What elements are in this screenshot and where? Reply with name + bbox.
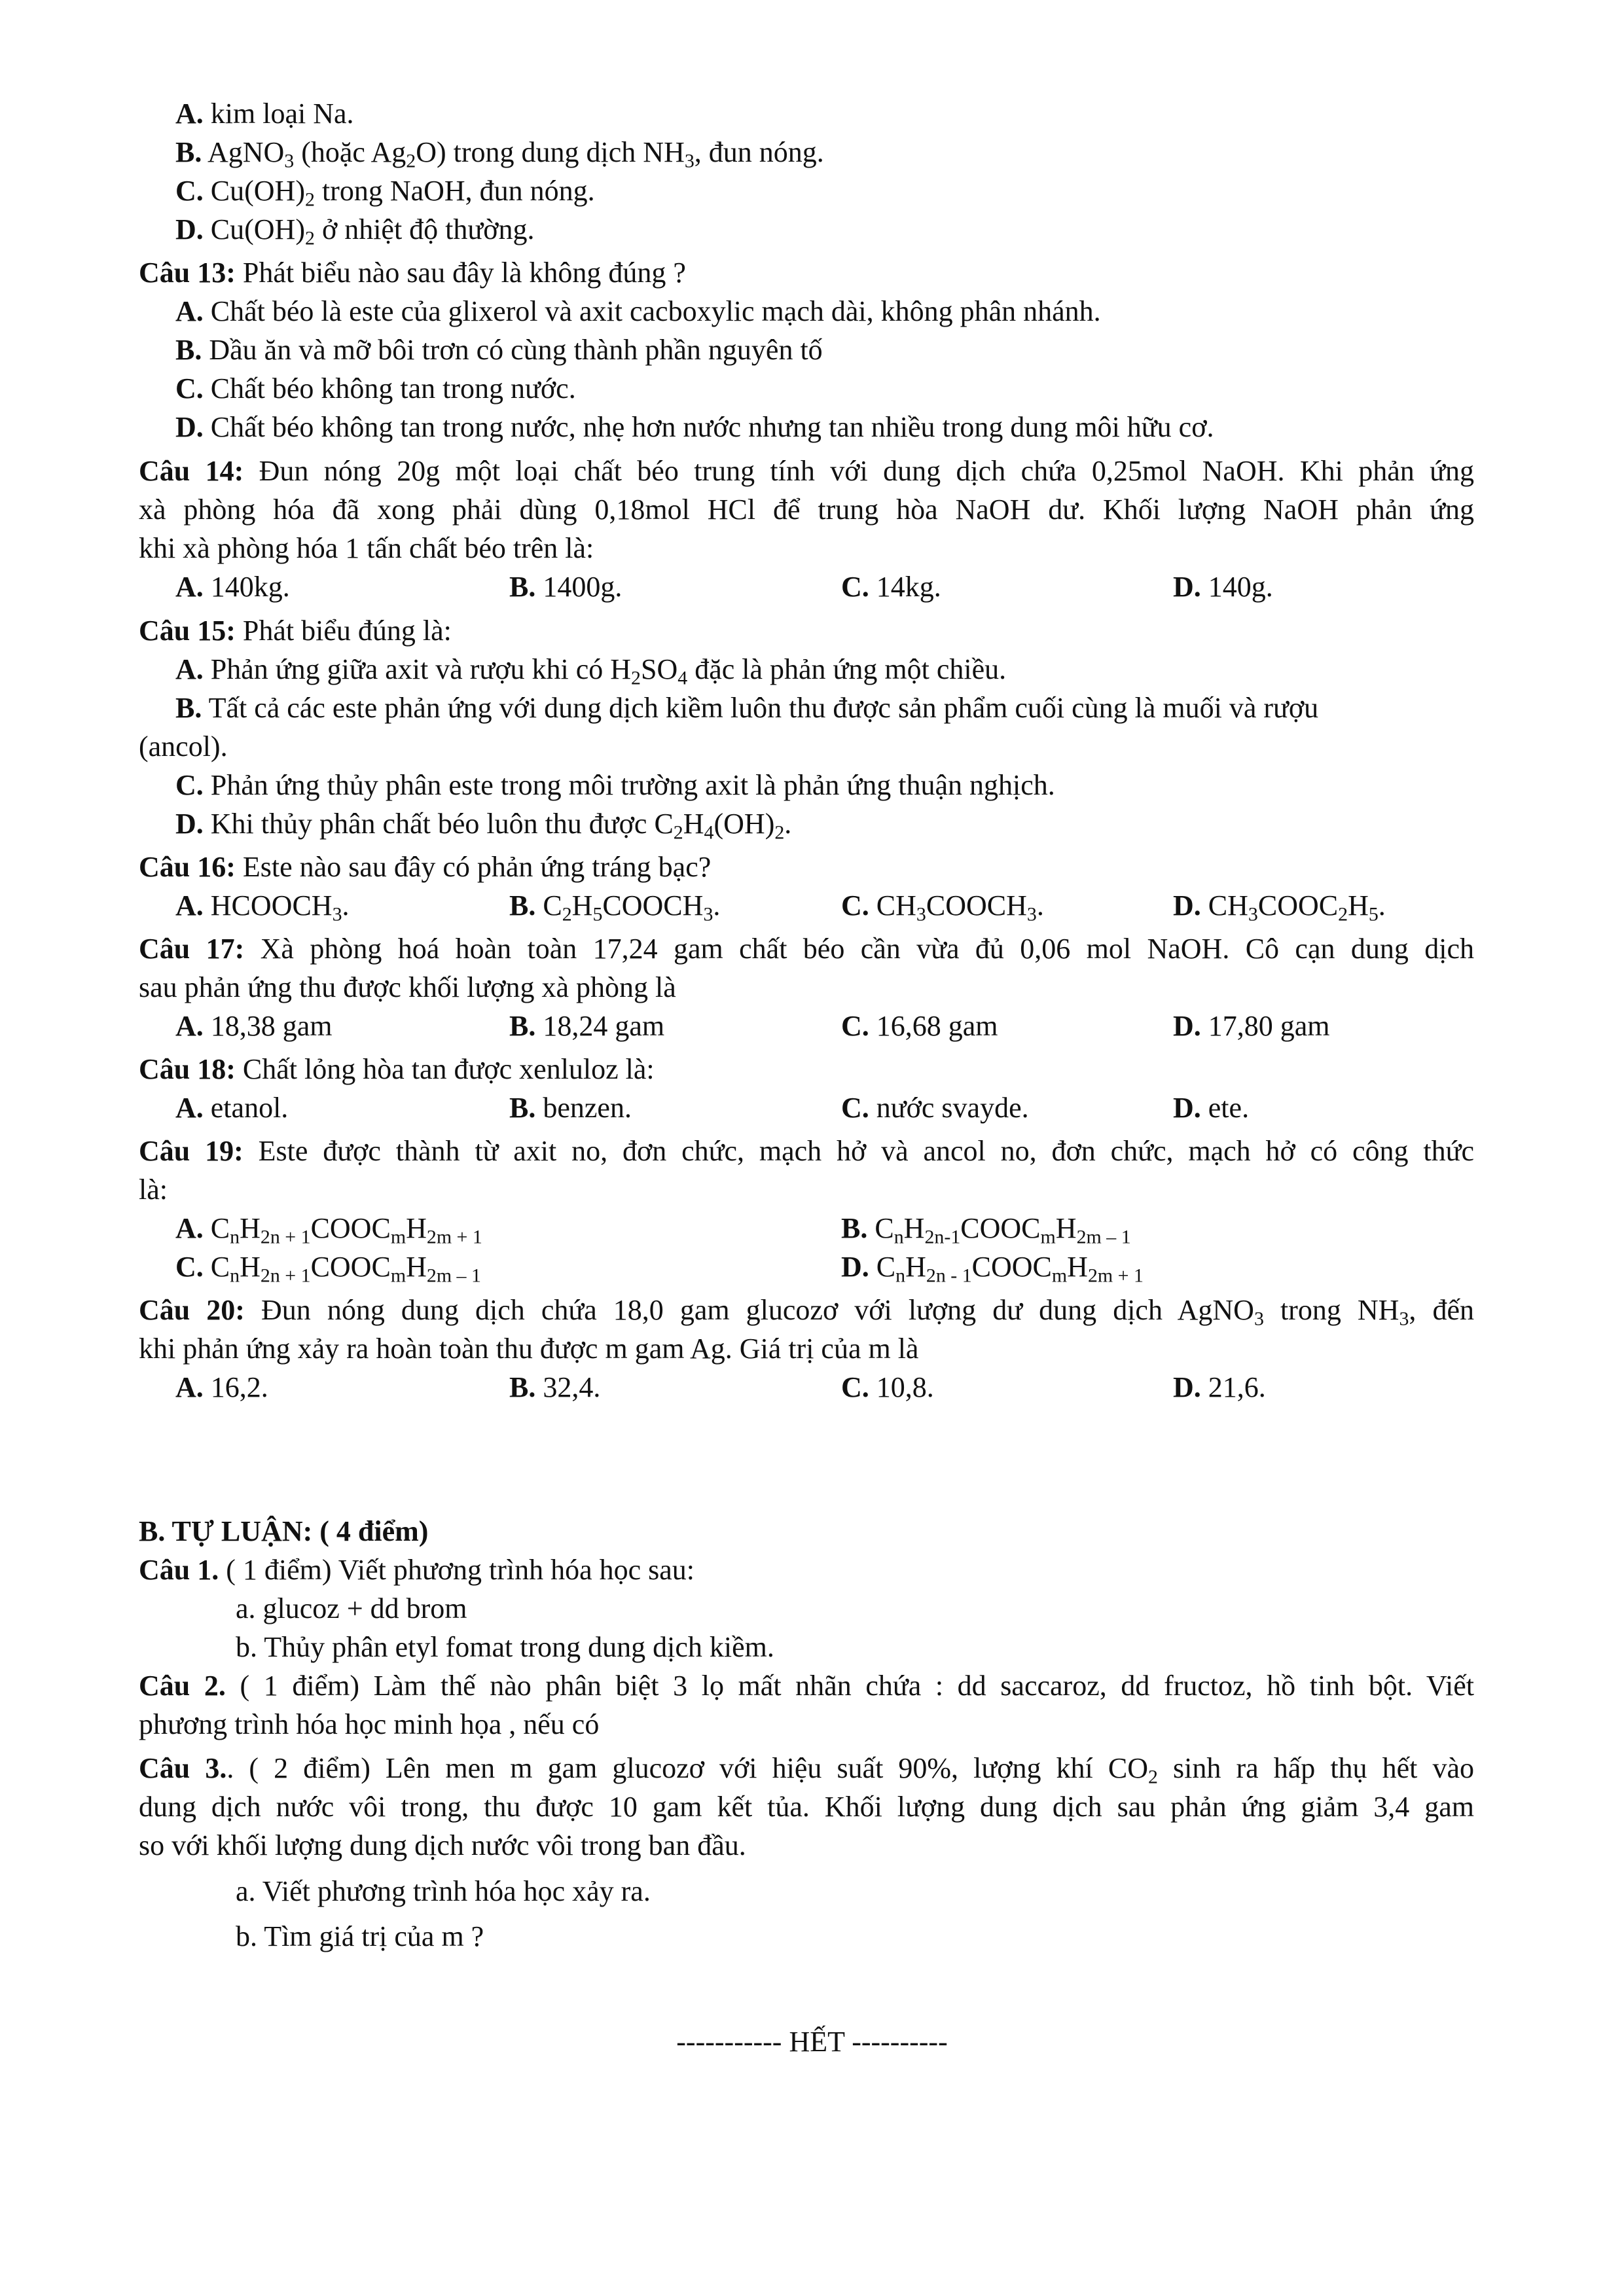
q20-option-b: B. 32,4. xyxy=(509,1371,601,1403)
q16-option-b: B. $C_2H_5COOCH_3$. xyxy=(509,889,721,925)
q16-options xyxy=(0,891,1624,924)
q17-options xyxy=(0,1012,1624,1045)
q12-option-b: B. AgNO$_3$ (hoặc $Ag_2O$) trong dung dịch $NH_3$, đun nóng. xyxy=(175,136,824,172)
q17-stem-line2: sau phản ứng thu được khối lượng xà phòng là xyxy=(139,971,676,1003)
q20-options xyxy=(0,1373,1624,1406)
q15-option-c: C. Phản ứng thủy phân este trong môi trường axit là phản ứng thuận nghịch. xyxy=(175,769,1055,801)
q19-stem-line2: là: xyxy=(139,1174,168,1206)
q12-option-a: A. kim loại Na. xyxy=(175,98,354,130)
essay-q3-line3: so với khối lượng dung dịch nước vôi trong ban đầu. xyxy=(139,1829,746,1861)
q20-stem-line1: Câu 20: Đun nóng dung dịch chứa 18,0 gam glucozơ với lượng dư dung dịch AgNO$_3$ trong $NH_3$, đến xyxy=(139,1294,1474,1330)
q13-option-c: C. Chất béo không tan trong nước. xyxy=(175,372,576,404)
q14-option-c: C. 14kg. xyxy=(841,571,941,603)
q14-stem-line3: khi xà phòng hóa 1 tấn chất béo trên là: xyxy=(139,532,594,564)
q14-options xyxy=(0,573,1624,605)
essay-q1-a: a. glucoz + dd brom xyxy=(236,1592,467,1624)
q14-option-d: D. 140g. xyxy=(1173,571,1273,603)
q15-option-d: D. Khi thủy phân chất béo luôn thu được $C_2H_4(OH)_2$. xyxy=(175,808,792,844)
q19-option-c: C. $C_nH_{2n + 1}COOC_mH_{2m - 1}$ xyxy=(175,1251,481,1287)
q15-option-b-line2: (ancol). xyxy=(139,730,228,762)
q14-stem-line1: Câu 14: Đun nóng 20g một loại chất béo trung tính với dung dịch chứa 0,25mol NaOH. Khi phản ứng xyxy=(139,455,1474,487)
q18-option-d: D. ete. xyxy=(1173,1092,1250,1124)
q14-option-a: A. 140kg. xyxy=(175,571,290,603)
end-marker: ----------- HẾT ---------- xyxy=(676,2026,948,2058)
q12-option-d: D. $Cu(OH)_2$ ở nhiệt độ thường. xyxy=(175,213,535,249)
essay-q2-line2: phương trình hóa học minh họa , nếu có xyxy=(139,1708,600,1740)
q19-option-a: A. $C_nH_{2n + 1}COOC_mH_{2m + 1}$ xyxy=(175,1212,482,1248)
q17-stem-line1: Câu 17: Xà phòng hoá hoàn toàn 17,24 gam chất béo cần vừa đủ 0,06 mol NaOH. Cô cạn dung dịch xyxy=(139,933,1474,965)
q20-option-c: C. 10,8. xyxy=(841,1371,934,1403)
q14-stem-line2: xà phòng hóa đã xong phải dùng 0,18mol HCl để trung hòa NaOH dư. Khối lượng NaOH phản ứng xyxy=(139,493,1474,526)
q19-options-row1 xyxy=(0,1214,1624,1247)
q16-stem: Câu 16: Este nào sau đây có phản ứng tráng bạc? xyxy=(139,851,712,883)
q20-option-d: D. 21,6. xyxy=(1173,1371,1266,1403)
q12-option-c: C. $Cu(OH)_2$ trong NaOH, đun nóng. xyxy=(175,175,595,211)
q18-stem: Câu 18: Chất lỏng hòa tan được xenluloz là: xyxy=(139,1053,655,1085)
essay-q2-line1: Câu 2. ( 1 điểm) Làm thế nào phân biệt 3 lọ mất nhãn chứa : dd saccaroz, dd fructoz, hồ tinh bột. Viết xyxy=(139,1670,1474,1702)
q18-options xyxy=(0,1094,1624,1126)
q19-options-row2 xyxy=(0,1253,1624,1285)
essay-q1: Câu 1. ( 1 điểm) Viết phương trình hóa học sau: xyxy=(139,1554,695,1586)
q17-option-c: C. 16,68 gam xyxy=(841,1010,998,1042)
essay-q1-b: b. Thủy phân etyl fomat trong dung dịch kiềm. xyxy=(236,1631,774,1663)
q18-option-a: A. etanol. xyxy=(175,1092,289,1124)
q19-option-d: D. $C_nH_{2n - 1}COOC_mH_{2m + 1}$ xyxy=(841,1251,1144,1287)
q13-option-d: D. Chất béo không tan trong nước, nhẹ hơn nước nhưng tan nhiều trong dung môi hữu cơ. xyxy=(175,411,1214,443)
q20-stem-line2: khi phản ứng xảy ra hoàn toàn thu được m gam Ag. Giá trị của m là xyxy=(139,1333,919,1365)
q19-option-b: B. $C_nH_{2n-1}COOC_mH_{2m - 1}$ xyxy=(841,1212,1131,1248)
essay-q3-a: a. Viết phương trình hóa học xảy ra. xyxy=(236,1875,651,1907)
q16-option-c: C. $CH_3COOCH_3$. xyxy=(841,889,1044,925)
q14-option-b: B. 1400g. xyxy=(509,571,623,603)
q16-option-d: D. $CH_3COOC_2H_5$. xyxy=(1173,889,1386,925)
q13-stem: Câu 13: Phát biểu nào sau đây là không đúng ? xyxy=(139,257,686,289)
q17-option-a: A. 18,38 gam xyxy=(175,1010,333,1042)
q17-option-d: D. 17,80 gam xyxy=(1173,1010,1330,1042)
q18-option-c: C. nước svayde. xyxy=(841,1092,1029,1124)
part-b-title: B. TỰ LUẬN: ( 4 điểm) xyxy=(139,1515,429,1547)
q17-option-b: B. 18,24 gam xyxy=(509,1010,665,1042)
q19-stem-line1: Câu 19: Este được thành từ axit no, đơn chức, mạch hở và ancol no, đơn chức, mạch hở có công thức xyxy=(139,1135,1475,1167)
q18-option-b: B. benzen. xyxy=(509,1092,632,1124)
q15-option-b-line1: B. Tất cả các este phản ứng với dung dịch kiềm luôn thu được sản phẩm cuối cùng là muối và rượu xyxy=(175,692,1319,724)
essay-q3-b: b. Tìm giá trị của m ? xyxy=(236,1920,484,1952)
q20-option-a: A. 16,2. xyxy=(175,1371,268,1403)
q15-option-a: A. Phản ứng giữa axit và rượu khi có $H_2SO_4$ đặc là phản ứng một chiều. xyxy=(175,653,1007,689)
essay-q3-line2: dung dịch nước vôi trong, thu được 10 gam kết tủa. Khối lượng dung dịch sau phản ứng giảm 3,4 gam xyxy=(139,1791,1474,1823)
q16-option-a: A. $HCOOCH_3$. xyxy=(175,889,350,925)
essay-q3-line1: Câu 3.. ( 2 điểm) Lên men m gam glucozơ với hiệu suất 90%, lượng khí $CO_2$ sinh ra hấp thụ hết vào xyxy=(139,1752,1474,1788)
q15-stem: Câu 15: Phát biểu đúng là: xyxy=(139,615,452,647)
q13-option-a: A. Chất béo là este của glixerol và axit cacboxylic mạch dài, không phân nhánh. xyxy=(175,295,1101,327)
q13-option-b: B. Dầu ăn và mỡ bôi trơn có cùng thành phần nguyên tố xyxy=(175,334,823,366)
